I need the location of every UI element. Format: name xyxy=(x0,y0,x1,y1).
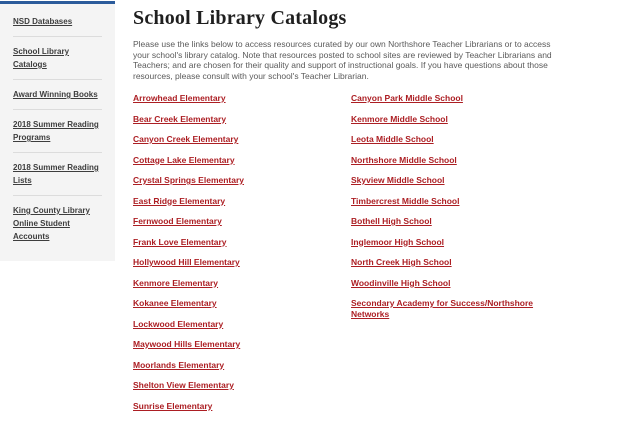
school-link[interactable]: Leota Middle School xyxy=(351,134,434,144)
sidebar-item[interactable]: King County Library Online Student Accounts xyxy=(13,195,102,251)
school-link[interactable]: Timbercrest Middle School xyxy=(351,195,460,206)
school-link[interactable]: Kokanee Elementary xyxy=(133,298,217,308)
sidebar-item[interactable]: Award Winning Books xyxy=(13,79,102,109)
school-link[interactable]: Kenmore Elementary xyxy=(133,277,219,288)
school-link[interactable]: Northshore Middle School xyxy=(351,154,457,165)
school-link[interactable]: East Ridge Elementary xyxy=(133,195,226,206)
school-link[interactable]: Maywood Hills Elementary xyxy=(133,339,241,349)
school-link[interactable]: Bear Creek Elementary xyxy=(133,113,227,124)
school-link[interactable]: Fernwood Elementary xyxy=(133,216,222,226)
school-link[interactable]: Lockwood Elementary xyxy=(133,318,224,329)
elementary-links-column xyxy=(133,93,351,421)
sidebar-nav xyxy=(0,4,115,261)
school-link[interactable]: Crystal Springs Elementary xyxy=(133,175,245,185)
school-link[interactable]: Arrowhead Elementary xyxy=(133,93,226,103)
sidebar-item[interactable]: 2018 Summer Reading Lists xyxy=(13,152,102,195)
school-link[interactable]: Canyon Creek Elementary xyxy=(133,134,239,144)
sidebar-item[interactable]: 2018 Summer Reading Programs xyxy=(13,109,102,152)
school-link[interactable]: Bothell High School xyxy=(351,216,432,226)
school-link[interactable]: Canyon Park Middle School xyxy=(351,93,463,103)
sidebar xyxy=(0,1,115,261)
sidebar-item[interactable]: School Library Catalogs xyxy=(13,36,102,79)
main-content xyxy=(133,0,593,421)
intro-paragraph: Please use the links below to access resources curated by our own Northshore Teacher Librarians or to access your school's library catalog. Note that resources posted to school sites are reviewed by Teacher Librarians and Teachers; and are chosen for their quality and support of instructional goals. If you have questions about those resources, please consult with your school's Teacher Librarian. xyxy=(133,39,552,81)
school-link[interactable]: North Creek High School xyxy=(351,257,452,267)
secondary-links-column xyxy=(351,93,565,421)
school-link[interactable]: Secondary Academy for Success/Northshore Networks xyxy=(351,298,534,319)
school-links-section xyxy=(133,93,593,421)
school-link[interactable]: Frank Love Elementary xyxy=(133,236,227,247)
school-link[interactable]: Hollywood Hill Elementary xyxy=(133,257,240,267)
school-link[interactable]: Cottage Lake Elementary xyxy=(133,154,235,165)
school-link[interactable]: Shelton View Elementary xyxy=(133,380,234,390)
page-title: School Library Catalogs xyxy=(133,7,347,29)
school-link[interactable]: Woodinville High School xyxy=(351,277,451,288)
school-link[interactable]: Moorlands Elementary xyxy=(133,359,225,370)
sidebar-item[interactable]: NSD Databases xyxy=(13,17,73,26)
school-link[interactable]: Sunrise Elementary xyxy=(133,400,213,411)
school-link[interactable]: Skyview Middle School xyxy=(351,175,445,185)
school-link[interactable]: Inglemoor High School xyxy=(351,236,445,247)
school-link[interactable]: Kenmore Middle School xyxy=(351,113,448,124)
